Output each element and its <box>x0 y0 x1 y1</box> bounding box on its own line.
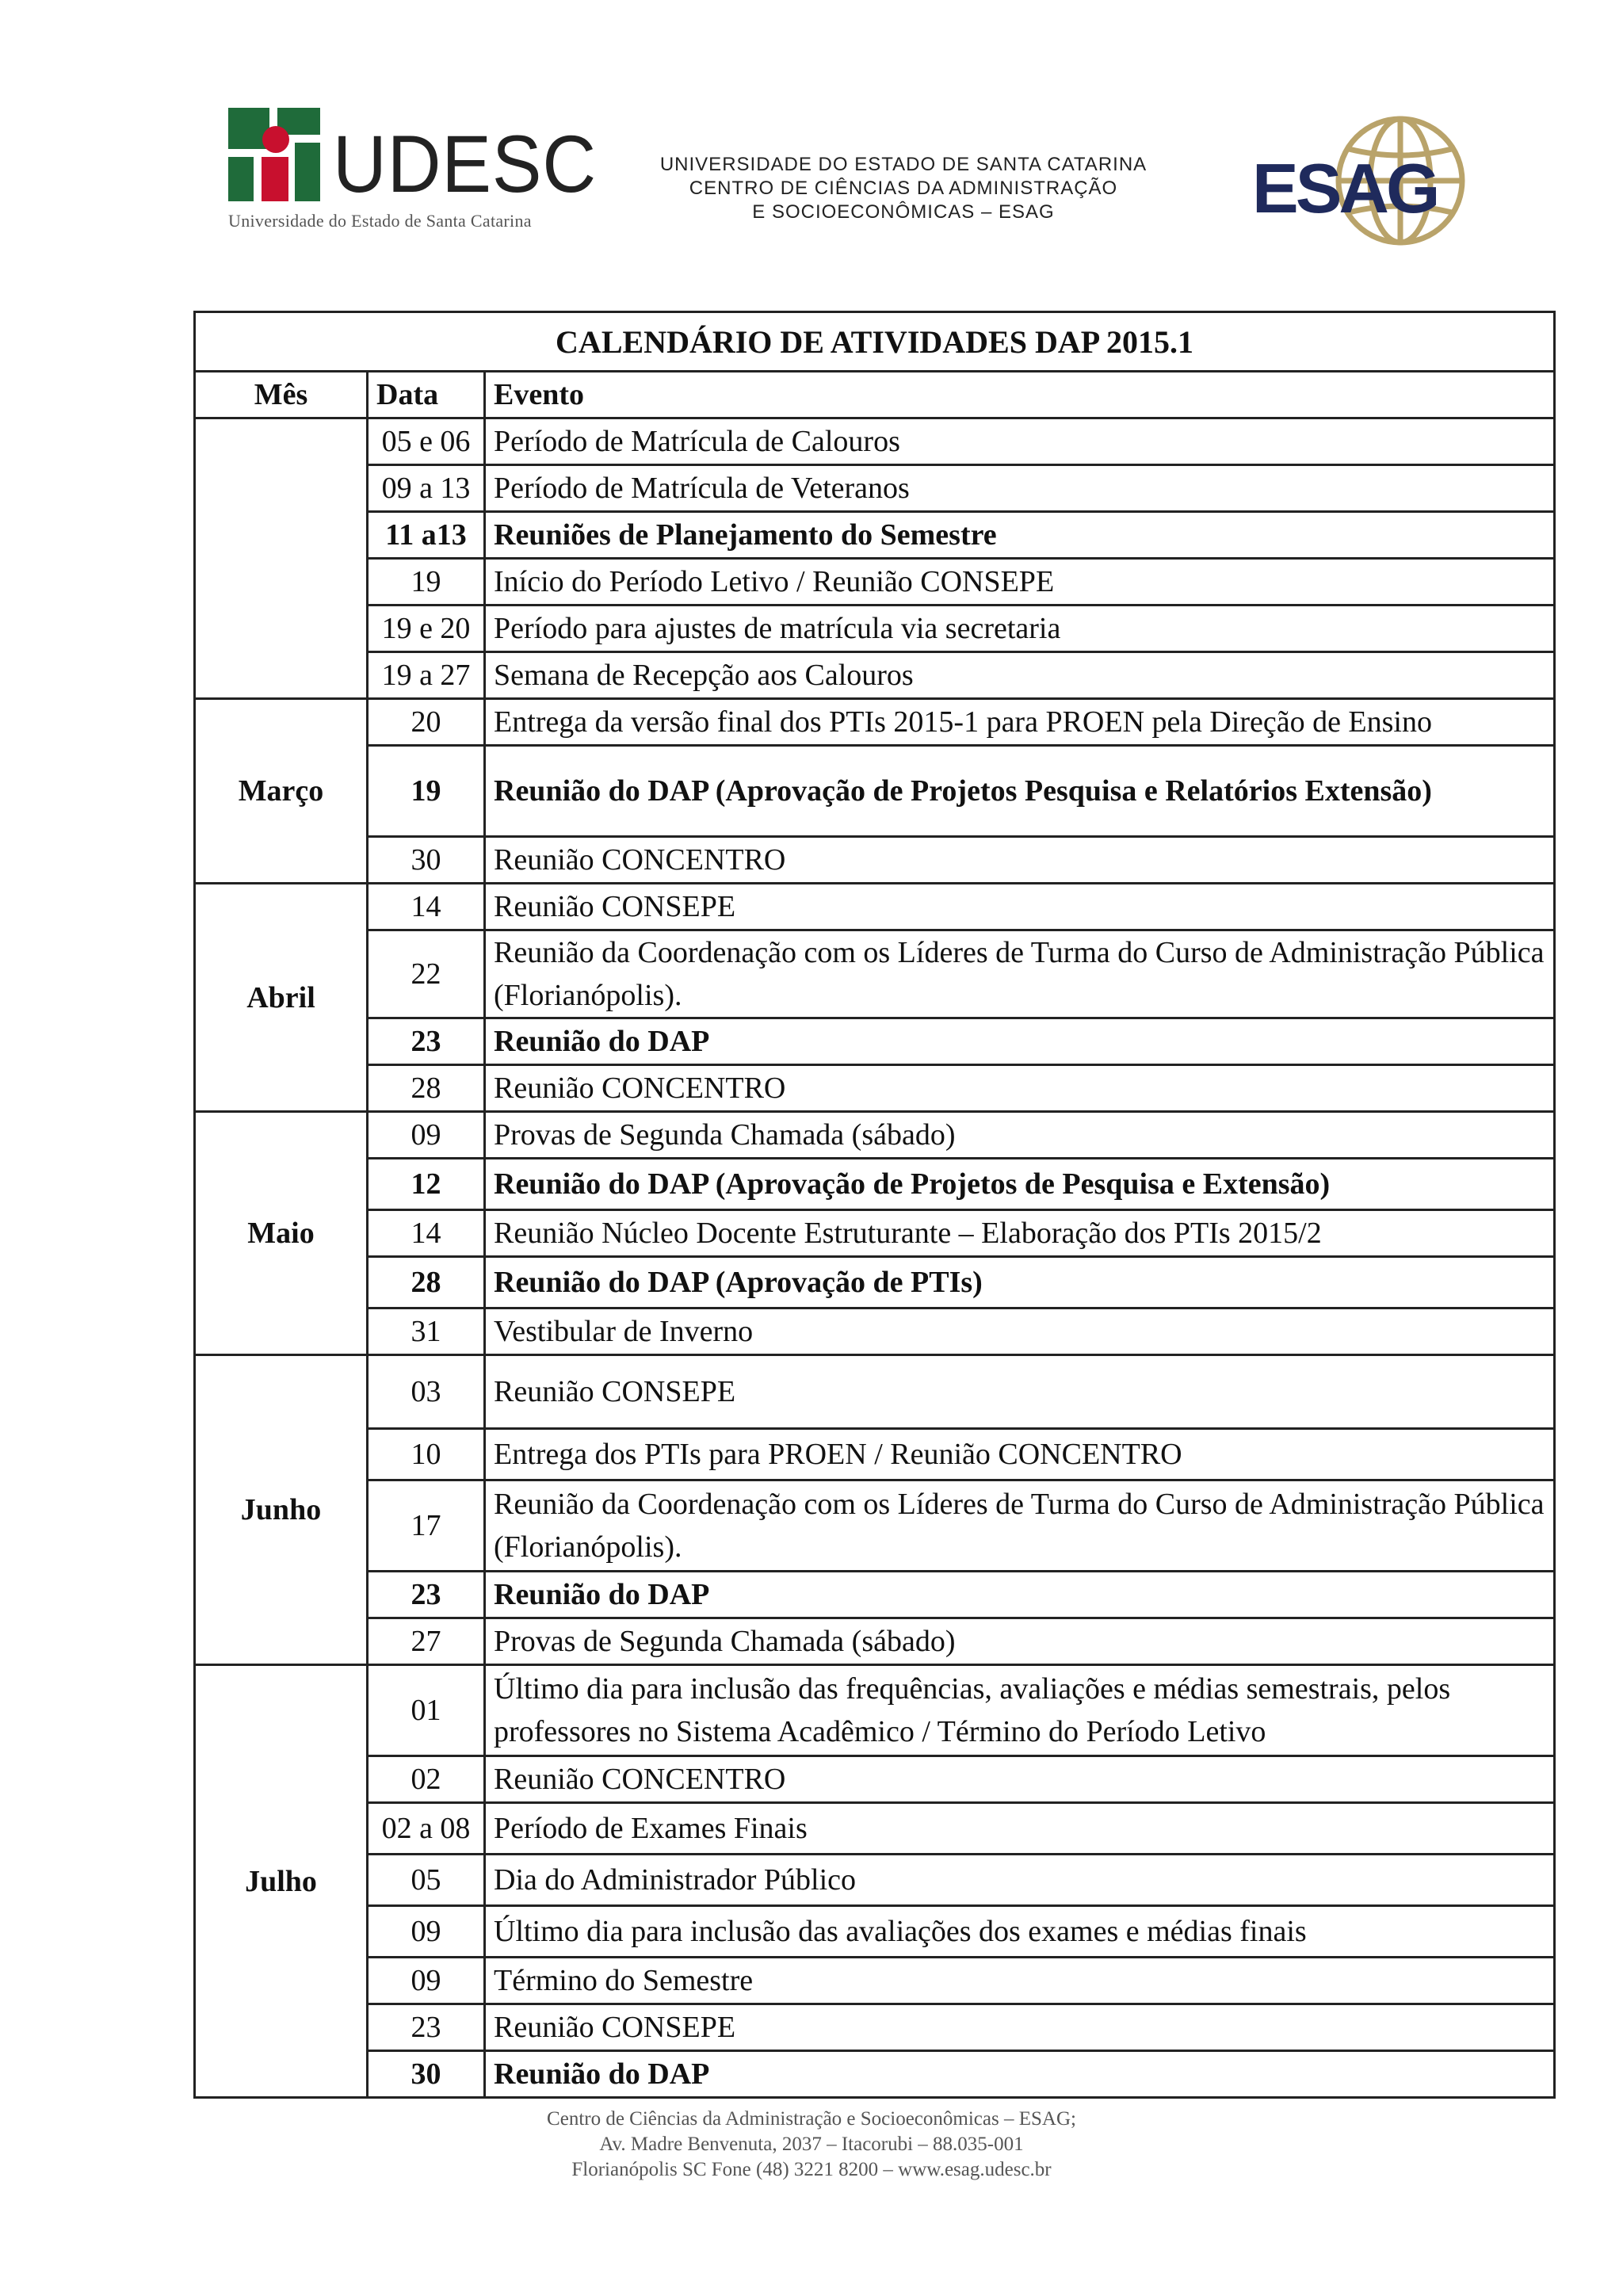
udesc-wordmark: UDESC <box>333 119 598 209</box>
column-header-date: Data <box>368 372 485 418</box>
table-row <box>195 1665 1555 1756</box>
institution-line: UNIVERSIDADE DO ESTADO DE SANTA CATARINA <box>659 154 1148 175</box>
table-row <box>195 1308 1555 1355</box>
date-cell: 27 <box>368 1618 485 1665</box>
footer-line: Centro de Ciências da Administração e Socioeconômicas – ESAG; <box>547 2108 1076 2130</box>
column-header-month: Mês <box>195 372 368 418</box>
date-cell: 19 <box>368 559 485 606</box>
month-cell: Junho <box>195 1355 368 1665</box>
event-cell: Reunião da Coordenação com os Líderes de Turma do Curso de Administração Pública (Florianópolis). <box>485 930 1555 1018</box>
event-cell: Reunião do DAP (Aprovação de Projetos Pesquisa e Relatórios Extensão) <box>485 746 1555 837</box>
table-row <box>195 2004 1555 2051</box>
event-cell: Reunião do DAP <box>485 1572 1555 1618</box>
table-title: CALENDÁRIO DE ATIVIDADES DAP 2015.1 <box>195 312 1555 372</box>
date-cell: 14 <box>368 884 485 930</box>
table-row <box>195 930 1555 1018</box>
event-cell: Período de Matrícula de Veteranos <box>485 465 1555 512</box>
event-cell: Reunião Núcleo Docente Estruturante – Elaboração dos PTIs 2015/2 <box>485 1210 1555 1257</box>
event-cell: Período de Exames Finais <box>485 1803 1555 1855</box>
table-row <box>195 1257 1555 1308</box>
table-row <box>195 1480 1555 1572</box>
table-row <box>195 1159 1555 1210</box>
page-footer <box>0 2107 1623 2183</box>
table-row <box>195 1756 1555 1803</box>
table-row <box>195 2051 1555 2098</box>
date-cell: 05 <box>368 1855 485 1906</box>
table-row <box>195 837 1555 884</box>
date-cell: 23 <box>368 1018 485 1065</box>
table-row <box>195 1906 1555 1958</box>
event-cell: Período para ajustes de matrícula via secretaria <box>485 606 1555 652</box>
date-cell: 09 <box>368 1112 485 1159</box>
event-cell: Provas de Segunda Chamada (sábado) <box>485 1618 1555 1665</box>
table-row <box>195 465 1555 512</box>
month-cell: Abril <box>195 884 368 1112</box>
esag-wordmark: ESAG <box>1252 149 1438 227</box>
table-row <box>195 559 1555 606</box>
date-cell: 01 <box>368 1665 485 1756</box>
date-cell: 02 <box>368 1756 485 1803</box>
event-cell: Semana de Recepção aos Calouros <box>485 652 1555 699</box>
table-row <box>195 652 1555 699</box>
udesc-logo <box>228 108 598 235</box>
date-cell: 17 <box>368 1480 485 1572</box>
date-cell: 14 <box>368 1210 485 1257</box>
table-row <box>195 418 1555 465</box>
date-cell: 28 <box>368 1257 485 1308</box>
date-cell: 09 a 13 <box>368 465 485 512</box>
event-cell: Reunião da Coordenação com os Líderes de Turma do Curso de Administração Pública (Florianópolis). <box>485 1480 1555 1572</box>
date-cell: 23 <box>368 2004 485 2051</box>
event-cell: Reunião do DAP <box>485 2051 1555 2098</box>
event-cell: Entrega dos PTIs para PROEN / Reunião CONCENTRO <box>485 1429 1555 1480</box>
date-cell: 22 <box>368 930 485 1018</box>
calendar-table <box>193 311 1556 2099</box>
date-cell: 05 e 06 <box>368 418 485 465</box>
event-cell: Entrega da versão final dos PTIs 2015-1 para PROEN pela Direção de Ensino <box>485 699 1555 746</box>
event-cell: Último dia para inclusão das avaliações dos exames e médias finais <box>485 1906 1555 1958</box>
table-row <box>195 1855 1555 1906</box>
udesc-subtitle: Universidade do Estado de Santa Catarina <box>228 211 532 231</box>
month-cell: Maio <box>195 1112 368 1355</box>
table-row <box>195 1618 1555 1665</box>
event-cell: Reunião CONSEPE <box>485 2004 1555 2051</box>
date-cell: 19 <box>368 746 485 837</box>
event-cell: Reunião CONSEPE <box>485 884 1555 930</box>
event-cell: Reunião do DAP (Aprovação de PTIs) <box>485 1257 1555 1308</box>
event-cell: Reunião CONCENTRO <box>485 1756 1555 1803</box>
table-row <box>195 1210 1555 1257</box>
table-row <box>195 1803 1555 1855</box>
event-cell: Vestibular de Inverno <box>485 1308 1555 1355</box>
date-cell: 23 <box>368 1572 485 1618</box>
table-row <box>195 1065 1555 1112</box>
table-row <box>195 606 1555 652</box>
event-cell: Reunião CONCENTRO <box>485 1065 1555 1112</box>
table-row <box>195 884 1555 930</box>
event-cell: Reunião do DAP <box>485 1018 1555 1065</box>
event-cell: Reunião CONCENTRO <box>485 837 1555 884</box>
footer-line: Florianópolis SC Fone (48) 3221 8200 – www.esag.udesc.br <box>571 2159 1052 2180</box>
table-row <box>195 1958 1555 2004</box>
event-cell: Último dia para inclusão das frequências, avaliações e médias semestrais, pelos professores no Sistema Acadêmico / Término do Período Letivo <box>485 1665 1555 1756</box>
table-row <box>195 699 1555 746</box>
table-row <box>195 512 1555 559</box>
month-cell <box>195 418 368 699</box>
date-cell: 12 <box>368 1159 485 1210</box>
event-cell: Dia do Administrador Público <box>485 1855 1555 1906</box>
table-row <box>195 1355 1555 1429</box>
event-cell: Provas de Segunda Chamada (sábado) <box>485 1112 1555 1159</box>
table-row <box>195 1112 1555 1159</box>
table-header-row <box>195 372 1555 418</box>
institution-line: CENTRO DE CIÊNCIAS DA ADMINISTRAÇÃO <box>689 178 1118 199</box>
date-cell: 10 <box>368 1429 485 1480</box>
udesc-emblem-icon <box>228 108 320 201</box>
event-cell: Período de Matrícula de Calouros <box>485 418 1555 465</box>
month-cell: Julho <box>195 1665 368 2098</box>
event-cell: Reunião do DAP (Aprovação de Projetos de Pesquisa e Extensão) <box>485 1159 1555 1210</box>
date-cell: 28 <box>368 1065 485 1112</box>
date-cell: 19 a 27 <box>368 652 485 699</box>
date-cell: 02 a 08 <box>368 1803 485 1855</box>
table-row <box>195 1018 1555 1065</box>
event-cell: Reunião CONSEPE <box>485 1355 1555 1429</box>
date-cell: 30 <box>368 2051 485 2098</box>
esag-logo <box>1246 111 1484 254</box>
column-header-event: Evento <box>485 372 1555 418</box>
date-cell: 19 e 20 <box>368 606 485 652</box>
date-cell: 31 <box>368 1308 485 1355</box>
table-row <box>195 746 1555 837</box>
month-cell: Março <box>195 699 368 884</box>
event-cell: Término do Semestre <box>485 1958 1555 2004</box>
institution-line: E SOCIOECONÔMICAS – ESAG <box>752 201 1055 223</box>
event-cell: Reuniões de Planejamento do Semestre <box>485 512 1555 559</box>
date-cell: 30 <box>368 837 485 884</box>
footer-line: Av. Madre Benvenuta, 2037 – Itacorubi – 88.035-001 <box>599 2134 1024 2155</box>
date-cell: 09 <box>368 1958 485 2004</box>
date-cell: 09 <box>368 1906 485 1958</box>
table-row <box>195 1572 1555 1618</box>
institution-name <box>618 153 1189 224</box>
event-cell: Início do Período Letivo / Reunião CONSEPE <box>485 559 1555 606</box>
date-cell: 03 <box>368 1355 485 1429</box>
date-cell: 11 a13 <box>368 512 485 559</box>
date-cell: 20 <box>368 699 485 746</box>
table-row <box>195 1429 1555 1480</box>
